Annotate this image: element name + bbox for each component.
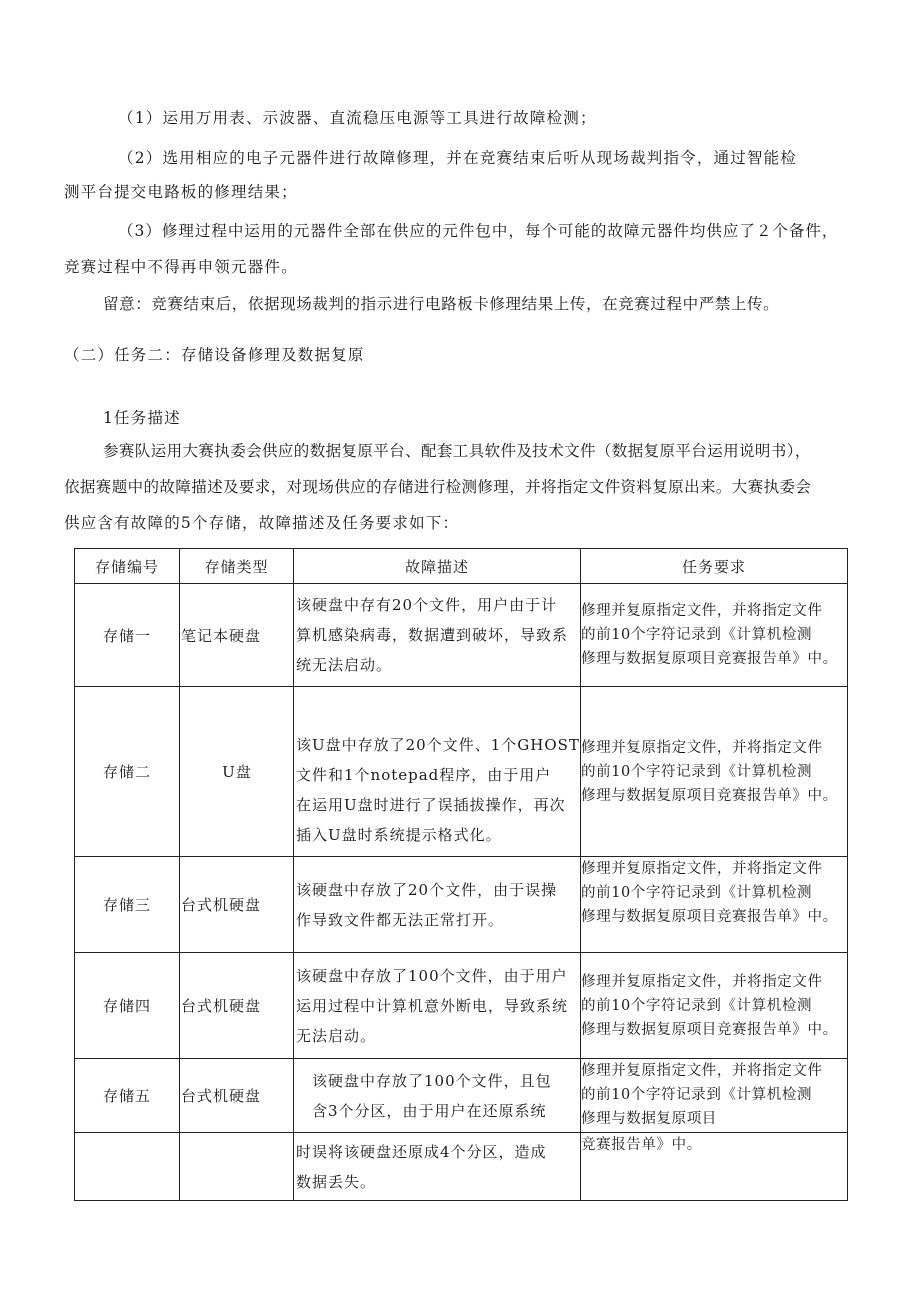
task-requirement-line: 修理与数据复原项目竞赛报告单》中。 xyxy=(581,1021,838,1038)
task-requirement-line: 修理与数据复原项目 xyxy=(581,1111,717,1127)
fault-description-cell xyxy=(294,687,581,857)
fault-description-cell xyxy=(294,1133,581,1201)
fault-description-line: 该硬盘中存放了20个文件，由于误操 xyxy=(296,880,558,899)
header-storage-id: 存储编号 xyxy=(75,549,180,584)
task-requirement-line: 的前10个字符记录到《计算机检测 xyxy=(581,885,813,901)
storage-type-cell: 台式机硬盘 xyxy=(180,857,294,953)
table-row xyxy=(75,857,848,953)
fault-description-cell xyxy=(294,584,581,687)
table-header-row xyxy=(75,549,848,584)
task-requirement-cell xyxy=(581,857,848,953)
fault-description-line: 在运用U盘时进行了误插拔操作，再次 xyxy=(296,796,566,814)
task-requirement-line: 的前10个字符记录到《计算机检测 xyxy=(581,1087,813,1103)
fault-description-cell xyxy=(294,857,581,953)
storage-type-cell: U盘 xyxy=(180,687,294,857)
task-requirement-line: 的前10个字符记录到《计算机检测 xyxy=(581,763,813,780)
fault-description-line: 该硬盘中存放了100个文件，且包 xyxy=(312,1071,552,1090)
description-line-1: 参赛队运用大赛执委会供应的数据复原平台、配套工具软件及技术文件（数据复原平台运用说明书）， xyxy=(103,442,811,460)
header-storage-type: 存储类型 xyxy=(180,549,294,584)
section-heading: （二）任务二：存储设备修理及数据复原 xyxy=(64,346,365,364)
table-row xyxy=(75,953,848,1059)
task-requirement-line: 修理与数据复原项目竞赛报告单》中。 xyxy=(581,909,838,925)
task-requirement-line: 修理与数据复原项目竞赛报告单》中。 xyxy=(581,651,838,667)
storage-id-cell: 存储四 xyxy=(75,953,180,1059)
storage-task-table xyxy=(74,548,848,1201)
task-requirement-cell xyxy=(581,687,848,857)
description-line-2: 依据赛题中的故障描述及要求，对现场供应的存储进行检测修理，并将指定文件资料复原出来。大赛执委会 xyxy=(64,478,812,496)
fault-description-line: 该硬盘中存放了100个文件，由于用户 xyxy=(296,966,568,985)
fault-description-line: 数据丢失。 xyxy=(296,1172,377,1191)
fault-description-cell xyxy=(294,953,581,1059)
empty-cell xyxy=(75,1133,180,1201)
fault-description-line: 该硬盘中存有20个文件，用户由于计 xyxy=(296,596,558,614)
fault-description-line: 时误将该硬盘还原成4个分区，造成 xyxy=(296,1142,547,1161)
task-requirement-line: 的前10个字符记录到《计算机检测 xyxy=(581,627,813,643)
fault-description-line: 含3个分区，由于用户在还原系统 xyxy=(312,1101,547,1120)
table-row xyxy=(75,687,848,857)
fault-description-line: 作导致文件都无法正常打开。 xyxy=(296,910,505,929)
storage-id-cell: 存储五 xyxy=(75,1059,180,1133)
task-requirement-line: 竞赛报告单》中。 xyxy=(581,1137,702,1153)
fault-description-line: 无法启动。 xyxy=(296,1026,377,1045)
task-requirement-line: 修理并复原指定文件，并将指定文件 xyxy=(581,603,823,619)
storage-id-cell: 存储三 xyxy=(75,857,180,953)
storage-id-cell: 存储一 xyxy=(75,584,180,687)
paragraph-item-3-line-2: 竞赛过程中不得再申领元器件。 xyxy=(64,258,298,276)
table-row xyxy=(75,1133,848,1201)
note-paragraph: 留意：竞赛结束后，依据现场裁判的指示进行电路板卡修理结果上传，在竞赛过程中严禁上传。 xyxy=(103,295,780,313)
storage-type-cell: 台式机硬盘 xyxy=(180,1059,294,1133)
table-row xyxy=(75,1059,848,1133)
fault-description-cell xyxy=(294,1059,581,1133)
task-requirement-line: 修理并复原指定文件，并将指定文件 xyxy=(581,973,823,990)
task-requirement-line: 修理并复原指定文件，并将指定文件 xyxy=(581,1063,823,1079)
task-requirement-cell xyxy=(581,584,848,687)
header-fault-description: 故障描述 xyxy=(294,549,581,584)
paragraph-item-2-line-2: 测平台提交电路板的修理结果； xyxy=(64,183,298,201)
paragraph-item-1: （1）运用万用表、示波器、直流稳压电源等工具进行故障检测； xyxy=(118,109,597,127)
task-requirement-cell xyxy=(581,1059,848,1133)
task-requirement-line: 修理并复原指定文件，并将指定文件 xyxy=(581,861,823,877)
description-line-3: 供应含有故障的5个存储，故障描述及任务要求如下： xyxy=(64,514,460,532)
fault-description-line: 运用过程中计算机意外断电，导致系统 xyxy=(296,996,569,1015)
storage-type-cell: 笔记本硬盘 xyxy=(180,584,294,687)
task-requirement-cell xyxy=(581,1133,848,1201)
task-requirement-line: 修理与数据复原项目竞赛报告单》中。 xyxy=(581,787,838,804)
fault-description-line: 算机感染病毒，数据遭到破坏，导致系 xyxy=(296,626,569,644)
paragraph-item-2-line-1: （2）选用相应的电子元器件进行故障修理，并在竞赛结束后听从现场裁判指令，通过智能检 xyxy=(118,149,798,167)
fault-description-line: 该U盘中存放了20个文件、1个GHOST xyxy=(296,736,580,754)
task-requirement-line: 的前10个字符记录到《计算机检测 xyxy=(581,997,813,1014)
fault-description-line: 统无法启动。 xyxy=(296,656,393,674)
task-requirement-cell xyxy=(581,953,848,1059)
storage-type-cell: 台式机硬盘 xyxy=(180,953,294,1059)
table-row xyxy=(75,584,848,687)
empty-cell xyxy=(180,1133,294,1201)
fault-description-line: 插入U盘时系统提示格式化。 xyxy=(296,826,502,844)
paragraph-item-3-line-1: （3）修理过程中运用的元器件全部在供应的元件包中，每个可能的故障元器件均供应了２个备件， xyxy=(118,222,839,240)
task-requirement-line: 修理并复原指定文件，并将指定文件 xyxy=(581,739,823,756)
subsection-heading: 1任务描述 xyxy=(103,409,181,427)
storage-id-cell: 存储二 xyxy=(75,687,180,857)
fault-description-line: 文件和1个notepad程序，由于用户 xyxy=(296,766,552,784)
header-task-requirement: 任务要求 xyxy=(581,549,848,584)
